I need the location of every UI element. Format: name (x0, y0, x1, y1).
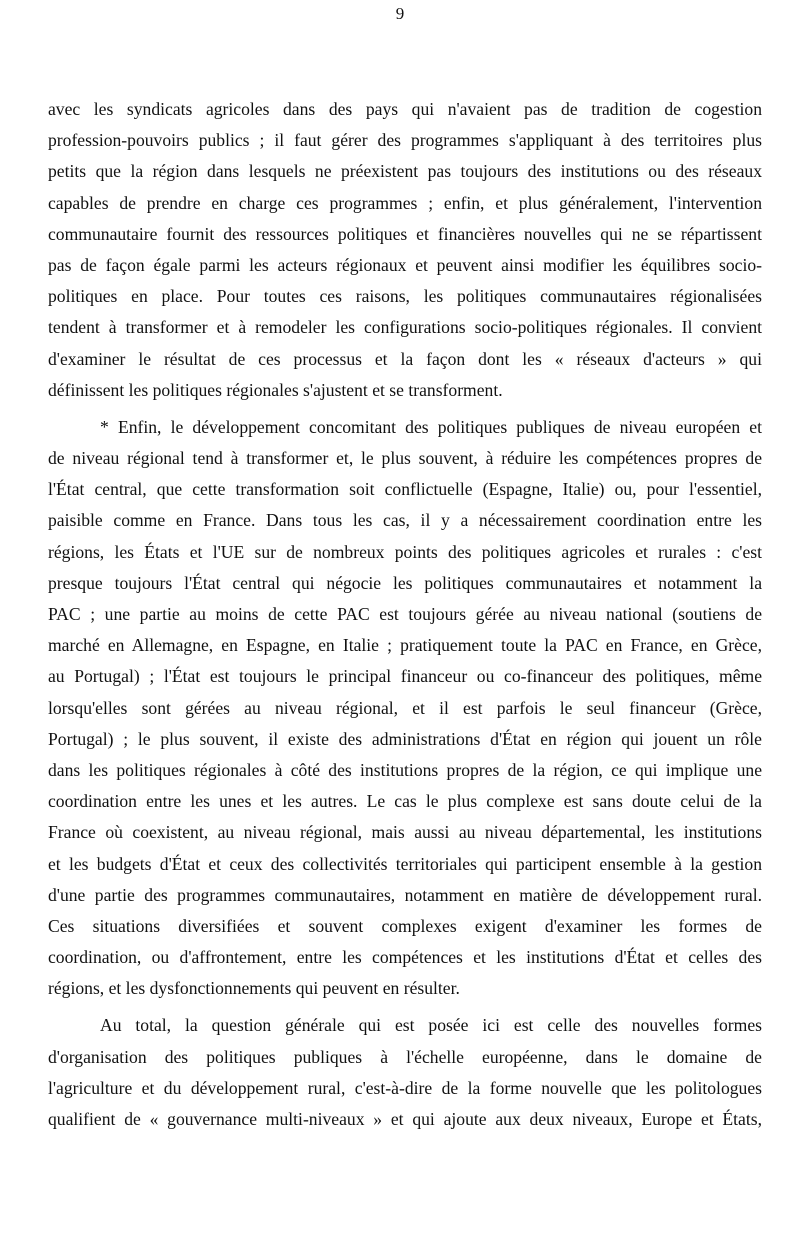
text-line: petits que la région dans lesquels ne préexistent pas toujours des institutions ou des réseaux (48, 161, 762, 182)
text-line: presque toujours l'État central qui négocie les politiques communautaires et notamment la (48, 572, 762, 593)
text-line: d'organisation des politiques publiques à l'échelle européenne, dans le domaine de (48, 1046, 762, 1067)
text-line: régions, et les dysfonctionnements qui peuvent en résulter. (48, 978, 460, 999)
text-line: d'examiner le résultat de ces processus et la façon dont les « réseaux d'acteurs » qui (48, 348, 762, 369)
text-line: France où coexistent, au niveau régional, mais aussi au niveau départemental, les institutions (48, 822, 762, 843)
paragraph (48, 94, 762, 406)
text-line: avec les syndicats agricoles dans des pays qui n'avaient pas de tradition de cogestion (48, 99, 762, 119)
text-line: et les budgets d'État et ceux des collectivités territoriales qui participent ensemble à la gestion (48, 853, 762, 874)
text-line: lorsqu'elles sont gérées au niveau régional, et il est parfois le seul financeur (Grèce, (48, 697, 762, 718)
page-number: 9 (395, 4, 405, 23)
text-line: l'agriculture et du développement rural, c'est-à-dire de la forme nouvelle que les politologues (48, 1077, 762, 1098)
text-line: tendent à transformer et à remodeler les configurations socio-politiques régionales. Il convient (48, 317, 762, 338)
text-line: marché en Allemagne, en Espagne, en Italie ; pratiquement toute la PAC en France, en Grèce, (48, 635, 762, 656)
text-line: coordination, ou d'affrontement, entre les compétences et les institutions d'État et celles des (48, 947, 762, 968)
text-line: coordination entre les unes et les autres. Le cas le plus complexe est sans doute celui de la (48, 791, 762, 812)
text-line: définissent les politiques régionales s'ajustent et se transforment. (48, 379, 503, 400)
text-line: au Portugal) ; l'État est toujours le principal financeur ou co-financeur des politiques, même (48, 666, 762, 687)
text-line: de niveau régional tend à transformer et, le plus souvent, à réduire les compétences propres de (48, 448, 762, 469)
text-line: Au total, la question générale qui est posée ici est celle des nouvelles formes (100, 1015, 762, 1036)
text-line: pas de façon égale parmi les acteurs régionaux et peuvent ainsi modifier les équilibres socio- (48, 254, 762, 275)
paragraph (48, 412, 762, 1005)
text-line: PAC ; une partie au moins de cette PAC est toujours gérée au niveau national (soutiens de (48, 604, 762, 624)
text-line: profession-pouvoirs publics ; il faut gérer des programmes s'appliquant à des territoires plus (48, 130, 762, 151)
document-body (48, 94, 762, 1141)
text-line: capables de prendre en charge ces programmes ; enfin, et plus généralement, l'intervention (48, 192, 762, 213)
text-line: Ces situations diversifiées et souvent complexes exigent d'examiner les formes de (48, 915, 762, 936)
text-line: * Enfin, le développement concomitant des politiques publiques de niveau européen et (100, 416, 762, 437)
text-line: paisible comme en France. Dans tous les cas, il y a nécessairement coordination entre les (48, 510, 762, 531)
text-line: qualifient de « gouvernance multi-niveaux » et qui ajoute aux deux niveaux, Europe et États, (48, 1109, 762, 1129)
text-line: l'État central, que cette transformation soit conflictuelle (Espagne, Italie) ou, pour l'essentiel, (48, 479, 762, 500)
text-line: politiques en place. Pour toutes ces raisons, les politiques communautaires régionalisées (48, 286, 762, 307)
text-line: régions, les États et l'UE sur de nombreux points des politiques agricoles et rurales : c'est (48, 541, 762, 562)
text-line: dans les politiques régionales à côté des institutions propres de la région, ce qui implique une (48, 759, 762, 780)
text-line: d'une partie des programmes communautaires, notamment en matière de développement rural. (48, 884, 762, 905)
paragraph (48, 1010, 762, 1135)
text-line: Portugal) ; le plus souvent, il existe des administrations d'État en région qui jouent un rôle (48, 728, 762, 749)
text-line: communautaire fournit des ressources politiques et financières nouvelles qui ne se répartissent (48, 223, 762, 244)
